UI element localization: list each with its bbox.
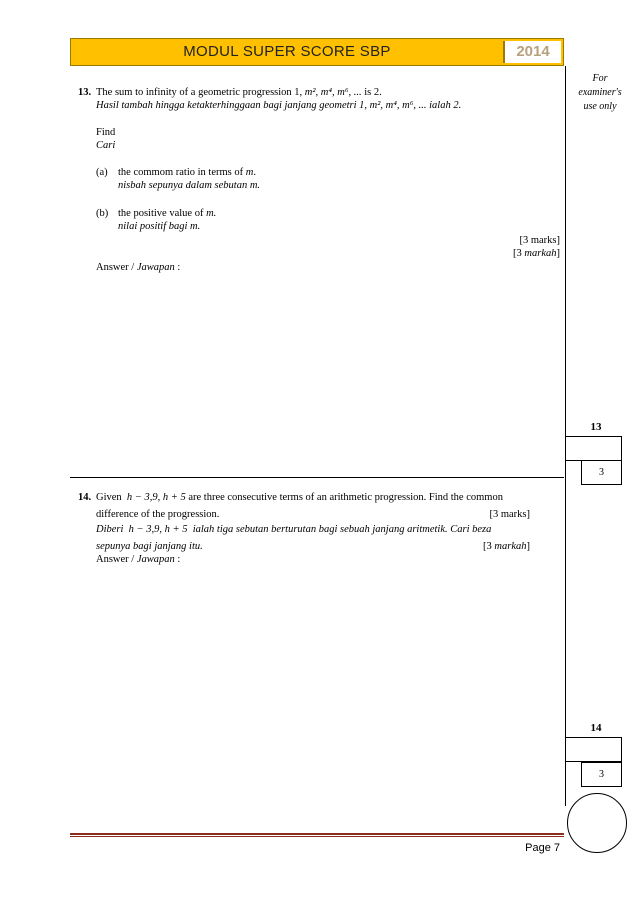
q14-ms-line1-text: ialah tiga sebutan berturutan bagi sebuah janjang aritmetik. Cari beza	[192, 524, 492, 535]
q14-en-line1-text: are three consecutive terms of an arithmetic progression. Find the common	[188, 492, 503, 503]
q14-marks-ms-word: markah	[494, 541, 527, 552]
q13-part-a-en	[118, 166, 256, 179]
q14-answer-en: Answer /	[96, 554, 137, 565]
footer-rule-thick	[70, 833, 564, 835]
q13-part-a-end: .	[253, 167, 256, 178]
q13-malay: Hasil tambah hingga ketakterhinggaan bagi janjang geometri 1, m², m⁴, m⁶, ... ialah 2.	[96, 100, 462, 111]
q14-max-score: 3	[581, 762, 622, 787]
total-score-circle	[567, 793, 627, 853]
examiner-line2: examiner's	[578, 87, 622, 98]
q13-en-post: is 2.	[361, 87, 382, 98]
module-year: 2014	[503, 41, 561, 63]
q13-part-b-label: (b)	[96, 208, 109, 219]
q14-marks-en: [3 marks]	[489, 509, 530, 520]
q13-answer-en: Answer /	[96, 262, 137, 273]
q13-en-pre: The sum to infinity of a geometric progression 1,	[96, 87, 305, 98]
q13-max-score: 3	[581, 460, 622, 485]
q13-marks-ms-post: ]	[556, 248, 560, 259]
module-title: MODUL SUPER SCORE SBP	[183, 43, 391, 60]
q14-given: Given	[96, 492, 122, 503]
q13-number: 13.	[78, 87, 92, 98]
q13-answer-label	[96, 261, 180, 274]
q14-english-line1	[96, 491, 503, 504]
q14-malay-line1	[96, 523, 491, 536]
q13-marks-en: [3 marks]	[519, 235, 560, 246]
q14-marks-ms-pre: [3	[483, 541, 495, 552]
q14-marks-ms-post: ]	[526, 541, 530, 552]
q14-answer-colon: :	[174, 554, 181, 565]
q14-ms-pre: Diberi	[96, 524, 124, 535]
page-number: Page 7	[525, 842, 560, 854]
q14-marks-ms	[483, 540, 530, 553]
q13-part-b-var: m.	[206, 208, 217, 219]
q13-answer-colon: :	[174, 262, 181, 273]
q14-side-number: 14	[590, 722, 602, 734]
q13-marks-ms-word: markah	[524, 248, 557, 259]
q14-english-line2: difference of the progression.	[96, 509, 220, 520]
examiner-line3: use only	[583, 101, 617, 112]
q13-part-b-text: the positive value of	[118, 208, 207, 219]
q13-part-a-label: (a)	[96, 167, 108, 178]
q14-answer-label	[96, 553, 180, 566]
header-banner	[70, 38, 564, 66]
q13-part-b-ms: nilai positif bagi m.	[118, 221, 201, 232]
q13-score-box	[566, 436, 622, 461]
q14-ms-expr: h − 3,9, h + 5	[128, 524, 188, 535]
q13-find-en: Find	[96, 127, 116, 138]
q13-part-a-ms: nisbah sepunya dalam sebutan m.	[118, 180, 261, 191]
q13-side-number: 13	[590, 421, 602, 433]
q13-part-a-text: the commom ratio in terms of	[118, 167, 246, 178]
q13-part-b-en	[118, 207, 216, 220]
q14-expr: h − 3,9, h + 5	[126, 492, 186, 503]
q13-part-a-var: m	[245, 167, 254, 178]
q14-score-box	[566, 737, 622, 762]
q13-en-seq: m², m⁴, m⁶, ...	[304, 87, 362, 98]
q13-english	[96, 86, 382, 99]
q13-answer-ms: Jawapan	[136, 262, 175, 273]
question-separator	[70, 477, 564, 478]
q14-malay-line2: sepunya bagi janjang itu.	[96, 541, 203, 552]
q13-marks-ms	[513, 247, 560, 260]
q13-marks-ms-pre: [3	[513, 248, 525, 259]
q14-answer-ms: Jawapan	[136, 554, 175, 565]
q14-number: 14.	[78, 492, 92, 503]
q13-find-ms: Cari	[96, 140, 116, 151]
examiner-line1: For	[592, 73, 608, 84]
footer-rule-thin	[70, 836, 564, 837]
examiner-note	[568, 72, 632, 114]
